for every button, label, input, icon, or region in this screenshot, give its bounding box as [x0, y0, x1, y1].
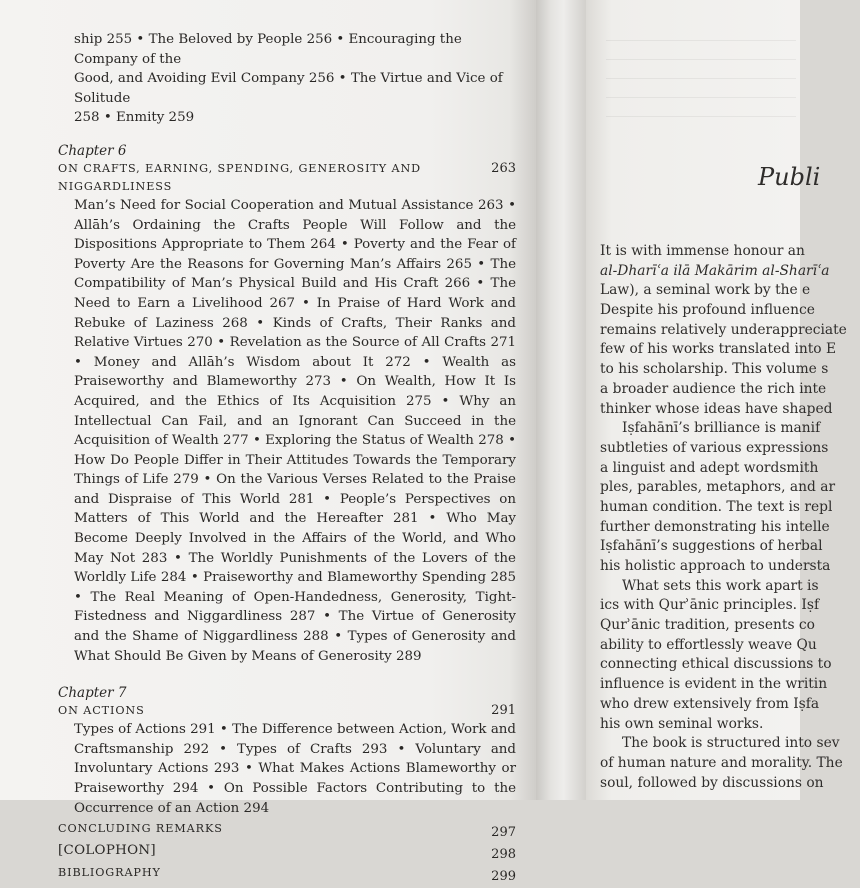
colophon-label: [COLOPHON] [58, 843, 156, 859]
text-line: few of his works translated into E [600, 341, 837, 358]
bibliography-label: BIBLIOGRAPHY [58, 866, 161, 880]
text-line: thinker whose ideas have shaped [600, 400, 833, 417]
text-line: ability to effortlessly weave Qu [600, 636, 817, 653]
chapter-7-title: ON ACTIONS [58, 704, 145, 718]
concluding-remarks-label: CONCLUDING REMARKS [58, 822, 223, 836]
right-page [586, 0, 847, 800]
chapter-7-title-row [58, 702, 516, 720]
chapter-7-page: 291 [491, 703, 516, 719]
text-line: his own seminal works. [600, 715, 764, 732]
text-line: who drew extensively from Iṣfa [600, 695, 820, 712]
text-line: to his scholarship. This volume s [600, 361, 829, 378]
text-line: human condition. The text is repl [600, 498, 833, 515]
chapter-7-label: Chapter 7 [58, 685, 127, 702]
table-of-contents [58, 30, 516, 884]
colophon-page: 298 [491, 847, 516, 863]
text-line: a broader audience the rich inte [600, 380, 827, 397]
body-text [600, 242, 860, 793]
text-line: Qurʾānic tradition, presents co [600, 617, 815, 634]
bleed-through [606, 40, 796, 140]
text-line: al-Dharīʿa ilā Makārim al-Sharīʿa [600, 262, 830, 279]
text-line: a linguist and adept wordsmith [600, 459, 819, 476]
text-line: influence is evident in the writin [600, 676, 828, 693]
text-line: Despite his profound influence [600, 302, 815, 319]
section-heading: Publi [758, 163, 821, 191]
toc-line: 258 • Enmity 259 [74, 110, 195, 126]
colophon-row [58, 840, 516, 862]
text-line: remains relatively underappreciate [600, 321, 847, 338]
text-line: What sets this work apart is [622, 577, 819, 594]
text-line: his holistic approach to understa [600, 558, 831, 574]
text-line: subtleties of various expressions [600, 439, 829, 456]
text-line: Iṣfahānī’s brilliance is manif [622, 420, 821, 437]
chapter-6-title: ON CRAFTS, EARNING, SPENDING, GENEROSITY AND NIGGARDLINESS [58, 161, 422, 193]
toc-line: Good, and Avoiding Evil Company 256 • The Virtue and Vice of Solitude [74, 71, 503, 106]
text-line: connecting ethical discussions to [600, 656, 832, 673]
text-line: Iṣfahānī’s suggestions of herbal [600, 538, 823, 555]
text-line: further demonstrating his intelle [600, 518, 830, 535]
concluding-remarks-row [58, 818, 516, 840]
text-line: ples, parables, metaphors, and ar [600, 479, 836, 496]
chapter-6-page: 263 [491, 160, 516, 176]
text-line: It is with immense honour an [600, 243, 805, 259]
chapter-6-entries: Man’s Need for Social Cooperation and Mutual Assistance 263 • Allāh’s Ordaining the Crafts People Will Follow and the Dispositions Appropriate to Them 264 • Poverty and the Fear of Poverty Are the Reasons for Governing Man’s Affairs 265 • The Compatibility of Man’s Physical Build and His Craft 266 • The Need to Earn a Livelihood 267 • In Praise of Hard Work and Rebuke of Laziness 268 • Kinds of Crafts, Their Ranks and Relative Virtues 270 • Revelation as the Source of All Crafts 271 • Money and Allāh’s Wisdom about It 272 • Wealth as Praiseworthy and Blameworthy 273 • On Wealth, How It Is Acquired, and the Ethics of Its Acquisition 275 • Why an Intellectual Can Fail, and an Ignorant Can Succeed in the Acquisition of Wealth 277 • Exploring the Status of Wealth 278 • How Do People Differ in Their Attitudes Towards the Temporary Things of Life 279 • On the Various Verses Related to the Praise and Dispraise of This World 281 • People’s Perspectives on Matters of This World and the Hereafter 281 • Who May Become Deeply Involved in the Affairs of the World, and Who May Not 283 • The Worldly Punishments of the Lovers of the Worldly Life 284 • Praiseworthy and Blameworthy Spending 285 • The Real Meaning of Open-Handedness, Generosity, Tight-Fistedness and Niggardliness 287 • The Virtue of Generosity and the Shame of Niggardliness 288 • Types of Generosity and What Should Be Given by Means of Generosity 289 [74, 197, 516, 664]
text-line: Law), a seminal work by the e [600, 282, 811, 299]
concluding-remarks-page: 297 [491, 825, 516, 841]
chapter-6-label: Chapter 6 [58, 142, 127, 159]
text-line: The book is structured into sev [622, 735, 840, 752]
toc-line: ship 255 • The Beloved by People 256 • Encouraging the Company of the [74, 32, 462, 67]
chapter-7-entries: Types of Actions 291 • The Difference between Action, Work and Craftsmanship 292 • Types of Crafts 293 • Voluntary and Involuntary Actions 293 • What Makes Actions Blameworthy or Praiseworthy 294 • On Possible Factors Contributing to the Occurrence of an Action 294 [74, 722, 516, 816]
text-line: soul, followed by discussions on [600, 774, 824, 791]
bibliography-row [58, 862, 516, 884]
text-line: of human nature and morality. The [600, 754, 843, 771]
bibliography-page: 299 [491, 869, 516, 885]
book-gutter [536, 0, 586, 800]
chapter-6-title-row [58, 160, 516, 196]
continued-entries [58, 30, 516, 128]
text-line: ics with Qurʾānic principles. Iṣf [600, 597, 820, 614]
